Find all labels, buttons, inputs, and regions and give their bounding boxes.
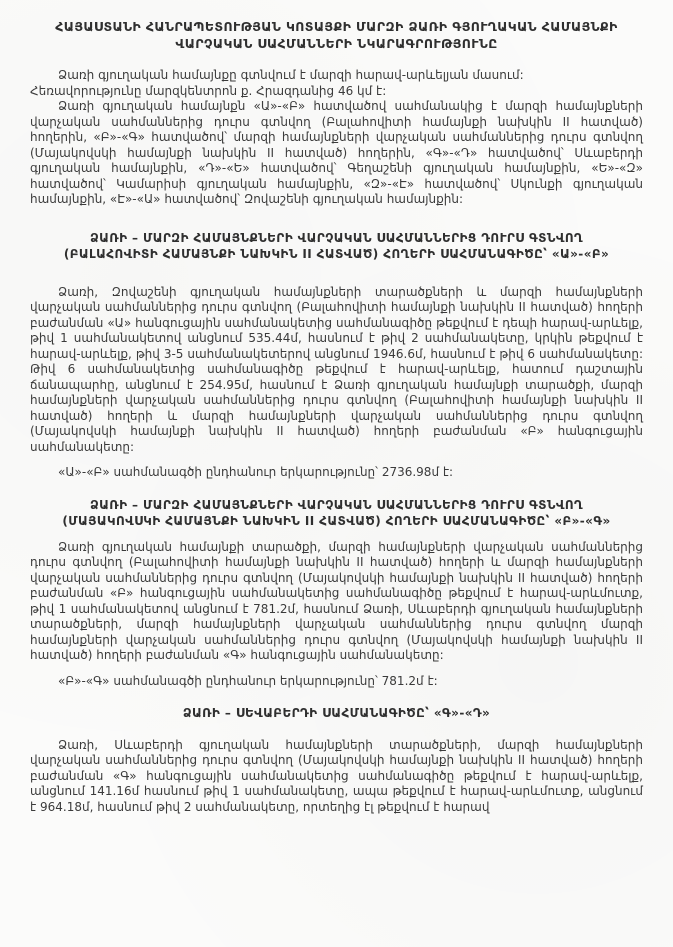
intro-block [30,68,643,208]
section-g-d [30,705,643,815]
spacer [30,530,643,540]
document-title-line2: ՎԱՐՉԱԿԱՆ ՍԱՀՄԱՆՆԵՐԻ ՆԿԱՐԱԳՐՈՒԹՅՈՒՆԸ [175,36,498,51]
spacer [30,664,643,674]
section-g-d-body: Ձառի, Սևաբերդի գյուղական համայնքների տարածքների, մարզի համայնքների վարչական սահմաններից դուրս գտնվող (Մայակովսկի համայնքի նախկին II հատված) հողերի բաժանման «Գ» հանգուցային սահմանակետից սահմանագիծը թեքվում է հարավ-արևելք, անցնում 141.16մ հասնում թիվ 1 սահմանակետը, ապա թեքվում է հարավ-արևմուտք, անցնում է 964.18մ, հասնում թիվ 2 սահմանակետը, որտեղից էլ թեքվում է հարավ [30,737,643,814]
intro-location-line: Ձառի գյուղական համայնքը գտնվում է մարզի հարավ-արևելյան մասում: [58,68,524,82]
section-b-g-summary: «Բ»-«Գ» սահմանագծի ընդհանուր երկարությունը՝ 781.2մ է: [58,673,438,688]
adjacency-paragraph: Ձառի գյուղական համայնքն «Ա»-«Բ» հատվածով սահմանակից է մարզի համայնքների վարչական սահմաններից դուրս գտնվող (Բալահովիտի համայնքի նախկին II հատված) հողերին, «Բ»-«Գ» հատվածով՝ մարզի համայնքների վարչական սահմաններից դուրս գտնվող (Մայակովսկի համայնքի նախկին II հատված) հողերին, «Գ»-«Դ» հատվածով՝ Սևաբերդի գյուղական համայնքին, «Դ»-«Ե» հատվածով՝ Գեղաշենի գյուղական համայնքին, «Ե»-«Զ» հատվածով՝ Կամարիսի գյուղական համայնքին, «Զ»-«Է» հատվածով՝ Սկունքի գյուղական համայնքին, «Է»-«Ա» հատվածով՝ Զովաշենի գյուղական համայնքին: [30,99,643,206]
document-title [40,18,633,52]
intro-distance-line: Հեռավորությունը մարզկենտրոն ք. Հրազդանից 46 կմ է: [30,83,387,98]
spacer [30,208,643,230]
section-g-d-heading: ՁԱՌԻ – ՍԵՎԱԲԵՐԴԻ ՍԱՀՄԱՆԱԳԻԾԸ՝ «Գ»-«Դ» [182,706,491,720]
spacer [30,455,643,465]
spacer [30,263,643,285]
section-a-b-body: Ձառի, Զովաշենի գյուղական համայնքների տարածքների և մարզի համայնքների վարչական սահմաններից դուրս գտնվող (Բալահովիտի համայնքի նախկին II հատված) հողերի բաժանման «Ա» հանգուցային սահմանակետից սահմանագիծը թեքվում է դեպի հարավ-արևելք, թիվ 1 սահմանակետով անցնում 535.44մ, հասնում է թիվ 2 սահմանակետը, կրկին թեքվում է հարավ-արևելք, թիվ 3-5 սահմանակետերով անցնում 1946.6մ, հասնում է թիվ 6 սահմանակետը: Թիվ 6 սահմանակետից սահմանագիծը թեքվում է հարավ-արևելք, հատում դաշտային ճանապարհը, անցնում է 254.95մ, հասնում է Ձառի գյուղական համայնքի տարածքի, մարզի համայնքների վարչական սահմաններից դուրս գտնվող (Բալահովիտի համայնքի նախկին II հատված) հողերի և մարզի համայնքների վարչական սահմաններից դուրս գտնվող (Մայակովսկի համայնքի նախկին II հատված) հողերի բաժանման «Բ» հանգուցային սահմանակետը: [30,284,643,454]
section-a-b-heading: ՁԱՌԻ – ՄԱՐԶԻ ՀԱՄԱՅՆՔՆԵՐԻ ՎԱՐՉԱԿԱՆ ՍԱՀՄԱՆՆԵՐԻՑ ԴՈՒՐՍ ԳՏՆՎՈՂ (ԲԱԼԱՀՈՎԻՏԻ ՀԱՄԱՅՆՔԻ ՆԱԽԿԻՆ II ՀԱՏՎԱԾ) ՀՈՂԵՐԻ ՍԱՀՄԱՆԱԳԻԾԸ՝ «Ա»-«Բ» [63,230,610,261]
section-b-g [30,497,643,690]
section-a-b-summary: «Ա»-«Բ» սահմանագծի ընդհանուր երկարությունը՝ 2736.98մ է: [58,465,454,479]
spacer [30,689,643,705]
spacer [30,722,643,738]
document-title-line1: ՀԱՅԱՍՏԱՆԻ ՀԱՆՐԱՊԵՏՈՒԹՅԱՆ ԿՈՏԱՅՔԻ ՄԱՐԶԻ ՁԱՌԻ ԳՅՈՒՂԱԿԱՆ ՀԱՄԱՅՆՔԻ [55,19,618,34]
section-a-b [30,230,643,481]
section-b-g-heading: ՁԱՌԻ – ՄԱՐԶԻ ՀԱՄԱՅՆՔՆԵՐԻ ՎԱՐՉԱԿԱՆ ՍԱՀՄԱՆՆԵՐԻՑ ԴՈՒՐՍ ԳՏՆՎՈՂ (ՄԱՅԱԿՈՎՍԿԻ ՀԱՄԱՅՆՔԻ ՆԱԽԿԻՆ II ՀԱՏՎԱԾ) ՀՈՂԵՐԻ ՍԱՀՄԱՆԱԳԻԾԸ՝ «Բ»-«Գ» [62,497,611,528]
spacer [30,481,643,497]
section-b-g-body: Ձառի գյուղական համայնքի տարածքի, մարզի համայնքների վարչական սահմաններից դուրս գտնվող (Բալահովիտի համայնքի նախկին II հատված) հողերի և մարզի համայնքների վարչական սահմաններից դուրս գտնվող (Մայակովսկի համայնքի նախկին II հատված) հողերի բաժանման «Բ» հանգուցային սահմանակետից սահմանագիծը թեքվում է հարավ-արևմուտք, թիվ 1 սահմանակետով անցնում է 781.2մ, հասնում Ձառի, Սևաբերդի գյուղական համայնքների տարածքների, մարզի համայնքների վարչական սահմաններից դուրս գտնվող մարզի համայնքների վարչական սահմաններից դուրս գտնվող (Մայակովսկի համայնքի նախկին II հատված) հողերի բաժանման «Գ» հանգուցային սահմանակետը: [30,539,643,662]
